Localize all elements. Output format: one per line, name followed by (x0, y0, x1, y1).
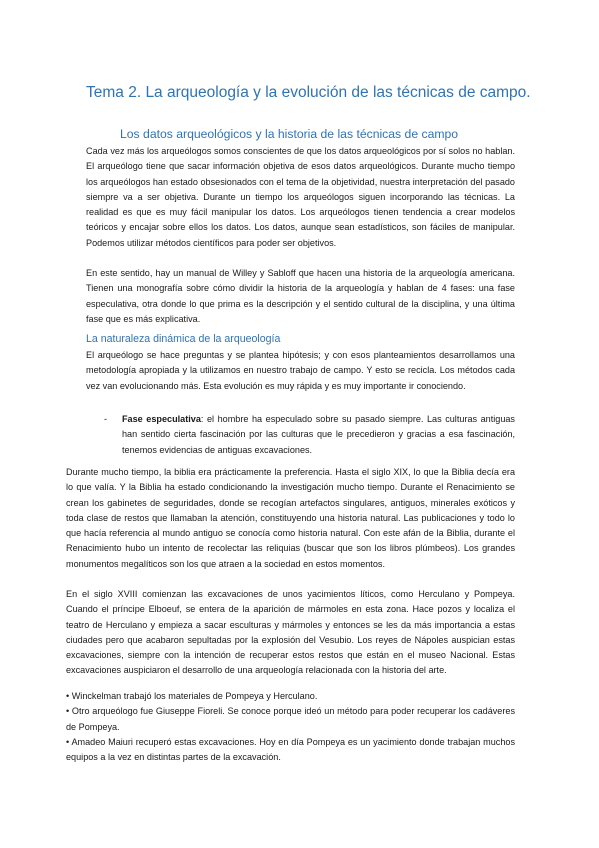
paragraph-3 (86, 348, 515, 394)
bullet-item (104, 412, 515, 458)
paragraph-1 (86, 144, 515, 251)
list-item: • Winckelman trabajó los materiales de Pompeya y Herculano. (66, 691, 318, 701)
list-item: • Amadeo Maiuri recuperó estas excavaciones. Hoy en día Pompeya es un yacimiento donde trabajan muchos equipos a la vez en distintas partes de la excavación. (66, 736, 515, 763)
archaeologist-list (66, 689, 515, 765)
list-item: • Otro arqueólogo fue Giuseppe Fioreli. Se conoce porque ideó un método para poder recuperar los cadáveres de Pompeya. (66, 706, 515, 732)
paragraph-3-text: El arqueólogo se hace preguntas y se plantea hipótesis; y con esos planteamientos desarrollamos una metodología apropiada y la utilizamos en nuestro trabajo de campo. Y esto se recicla. Los métodos cada vez van evolucionando más. Esta evolución es muy rápida y es muy importante ir conociendo. (86, 350, 515, 391)
subheading: La naturaleza dinámica de la arqueología (86, 333, 281, 345)
bullet-description: : el hombre ha especulado sobre su pasado siempre. Las culturas antiguas han sentido cierta fascinación por las culturas que le precedieron y gracias a esa fascinación, tenemos evidencias de antiguas excavaciones. (122, 414, 515, 455)
paragraph-2-text: En este sentido, hay un manual de Willey y Sabloff que hacen una historia de la arqueología americana. Tienen una monografía sobre cómo dividir la historia de la arqueología y hablan de 4 fases: una fase especulativa, otra donde lo que prima es la descripción y el sentido cultural de la disciplina, y una última fase que es más explicativa. (86, 268, 515, 324)
paragraph-1-text: Cada vez más los arqueólogos somos conscientes de que los datos arqueológicos por sí solos no hablan. El arqueólogo tiene que sacar información objetiva de esos datos arqueológicos. Durante mucho tiempo los arqueólogos han estado obsesionados con el tema de la objetividad, nuestra interpretación del pasado siempre va a ser objetiva. Durante un tiempo los arqueólogos siguen incorporando las técnicas. La realidad es que es muy fácil manipular los datos. Los arqueólogos tienen tendencia a crear modelos teóricos y encajar sobre ellos los datos. Los datos, aunque sean estadísticos, son fáciles de manipular. Podemos utilizar métodos científicos para poder ser objetivos. (86, 146, 515, 248)
document-title: Tema 2. La arqueología y la evolución de las técnicas de campo. (86, 84, 531, 101)
paragraph-4-text: Durante mucho tiempo, la biblia era prácticamente la preferencia. Hasta el siglo XIX, lo que la Biblia decía era lo que valía. Y la Biblia ha estado condicionando la investigación mucho tiempo. Durante el Renacimiento se crean los gabinetes de seguridades, donde se recogían artefactos singulares, antiguos, minerales exóticos y toda clase de restos que llamaban la atención, constituyendo una historia natural. Las publicaciones y todo lo que hacía referencia al mundo antiguo se conocía como historia natural. Con este afán de la Biblia, durante el Renacimiento hubo un intento de recolectar las reliquias (buscar que son los libros plúmbeos). Los grandes monumentos megalíticos son los que atraen a la sociedad en estos momentos. (66, 467, 515, 569)
bullet-text (122, 412, 515, 458)
paragraph-5-text: En el siglo XVIII comienzan las excavaciones de unos yacimientos líticos, como Herculano y Pompeya. Cuando el príncipe Elboeuf, se entera de la aparición de mármoles en esta zona. Hace pozos y localiza el teatro de Herculano y empieza a sacar esculturas y mármoles y entonces se les da más importancia a estas ciudades pero que acabaron sepultadas por la explosión del Vesubio. Los reyes de Nápoles auspician estas excavaciones, siempre con la intención de recuperar estos restos que están en el museo Nacional. Estas excavaciones auspiciaron el desarrollo de una arqueología relacionada con la historia del arte. (66, 589, 515, 676)
paragraph-2 (86, 266, 515, 327)
section-title: Los datos arqueológicos y la historia de las técnicas de campo (120, 127, 459, 141)
bullet-marker: - (104, 414, 108, 424)
paragraph-4 (66, 465, 515, 572)
paragraph-5 (66, 587, 515, 679)
bullet-term: Fase especulativa (122, 414, 201, 424)
